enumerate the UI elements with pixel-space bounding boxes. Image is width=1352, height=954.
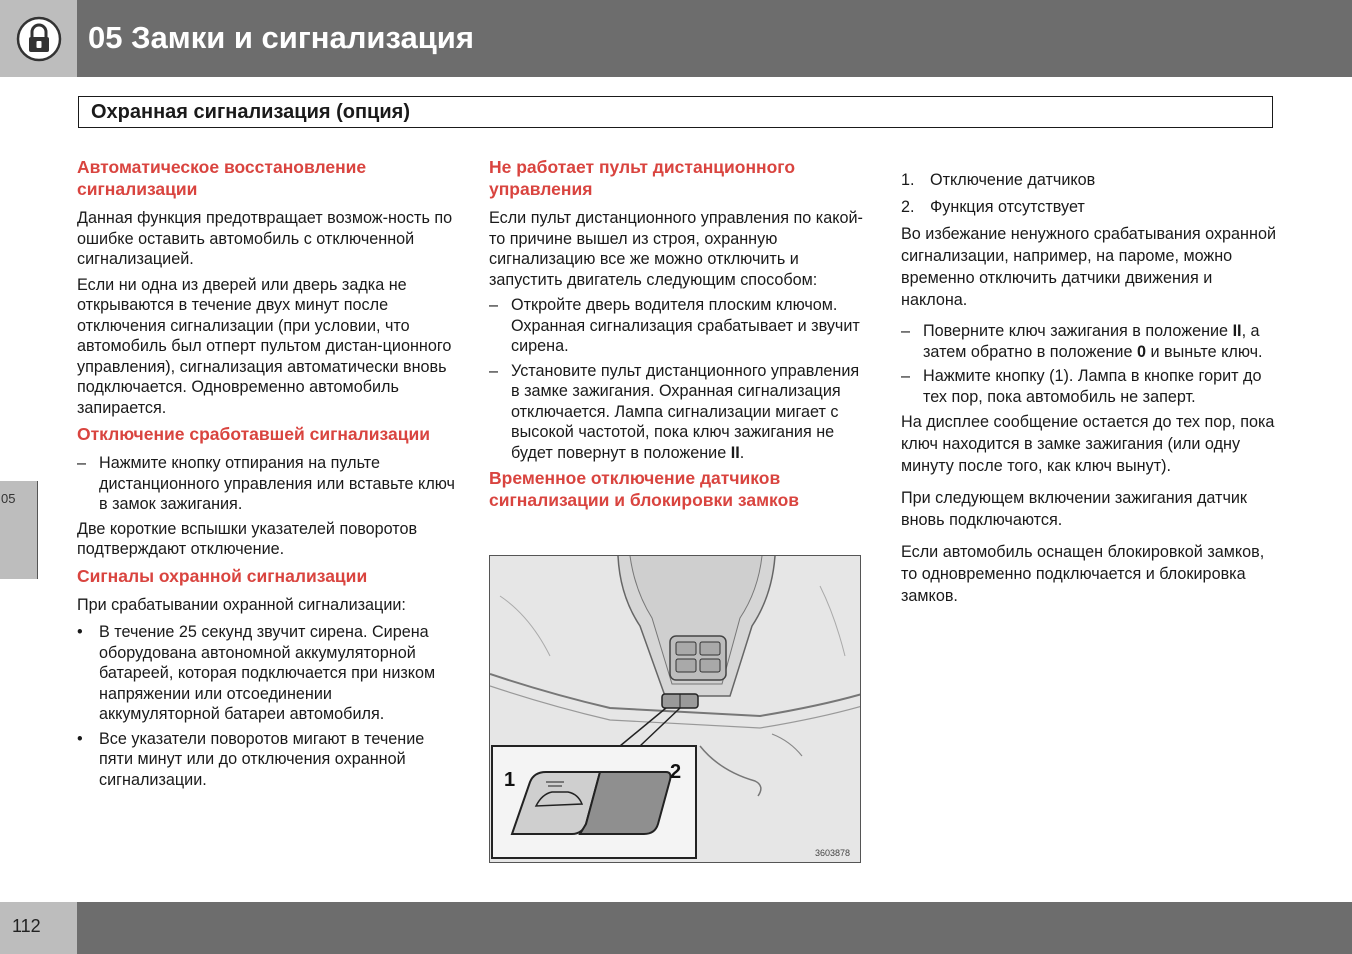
side-tab-label: 05: [1, 491, 16, 506]
chapter-title: 05 Замки и сигнализация: [88, 20, 474, 55]
paragraph: Две короткие вспышки указателей поворотов подтверждают отключение.: [77, 519, 418, 558]
figure-label-1: 1: [504, 769, 516, 791]
ceiling-console-drawing: [490, 556, 861, 863]
paragraph: Во избежание ненужного срабатывания охранной сигнализации, например, на пароме, можно временно отключить датчики движения и наклона.: [901, 225, 1276, 309]
paragraph: На дисплее сообщение остается до тех пор, пока ключ находится в замке зажигания (или одну минуту после того, как ключ вынут).: [901, 413, 1275, 475]
heading-remote-failure: Не работает пульт дистанционного управления: [489, 157, 796, 199]
dash-list-item: – Поверните ключ зажигания в положение II, а затем обратно в положение 0 и выньте ключ.: [901, 322, 1263, 361]
section-title: Охранная сигнализация (опция): [91, 101, 410, 123]
heading-auto-rearm: Автоматическое восстановление сигнализации: [77, 157, 367, 199]
dash-marker: –: [901, 322, 911, 340]
chapter-side-tab: [0, 481, 38, 579]
numbered-list-item: 2. Функция отсутствует: [901, 197, 1085, 216]
dash-list-item: – Нажмите кнопку (1). Лампа в кнопке горит до тех пор, пока автомобиль не заперт.: [901, 367, 1262, 406]
dash-list-item: – Установите пульт дистанционного управления в замке зажигания. Охранная сигнализация отключается. Лампа сигнализации мигает с высокой частотой, пока ключ зажигания не будет повернут в положение II.: [489, 361, 860, 462]
paragraph: Данная функция предотвращает возмож-ность по ошибке оставить автомобиль с отключенной сигнализацией.: [77, 209, 453, 268]
dash-marker: –: [77, 454, 87, 472]
dash-list-item: – Откройте дверь водителя плоским ключом. Охранная сигнализация срабатывает и звучит сирена.: [489, 296, 860, 355]
footer-bar: [77, 902, 1352, 954]
dash-marker: –: [901, 367, 911, 385]
paragraph: Если пульт дистанционного управления по какой-то причине вышел из строя, охранную сигнализацию все же можно отключить и запустить двигатель следующим способом:: [489, 209, 863, 289]
heading-disarm-triggered: Отключение сработавшей сигнализации: [77, 424, 431, 444]
dash-marker: –: [489, 296, 499, 314]
bullet-list-item: • В течение 25 секунд звучит сирена. Сирена оборудована автономной аккумуляторной батареей, которая подключается при низком напряжении или отсоединении аккумуляторной батареи автомобиля.: [77, 623, 436, 723]
bullet-list-item: • Все указатели поворотов мигают в течение пяти минут или до отключения охранной сигнализации.: [77, 729, 425, 789]
heading-temporary-disable: Временное отключение датчиков сигнализации и блокировки замков: [489, 468, 800, 510]
figure-code: 3603878: [814, 848, 850, 858]
column-1: [77, 156, 457, 794]
paragraph: При следующем включении зажигания датчик вновь подключаются.: [901, 489, 1248, 529]
dash-marker: –: [489, 361, 499, 380]
numbered-list-item: 1. Отключение датчиков: [901, 171, 1096, 189]
lock-icon: [16, 16, 62, 62]
header-icon-box: [0, 0, 77, 77]
figure-label-2: 2: [670, 761, 682, 783]
bullet-marker: •: [77, 623, 83, 641]
paragraph: При срабатывании охранной сигнализации:: [77, 595, 406, 614]
dash-list-item: – Нажмите кнопку отпирания на пульте дистанционного управления или вставьте ключ в замок зажигания.: [77, 454, 455, 513]
column-3: [901, 170, 1281, 612]
bullet-marker: •: [77, 729, 83, 748]
paragraph: Если ни одна из дверей или дверь задка не открываются в течение двух минут после отключения сигнализации (при условии, что автомобиль был отперт пультом дистан-ционного управления), сигнализация автоматически вновь подключается. Одновременно автомобиль запирается.: [77, 275, 452, 417]
ceiling-console-illustration: [489, 555, 861, 863]
section-header: [78, 96, 1273, 128]
column-2: [489, 156, 869, 511]
page-number: 112: [12, 916, 41, 936]
heading-alarm-signals: Сигналы охранной сигнализации: [77, 565, 368, 586]
paragraph: Если автомобиль оснащен блокировкой замков, то одновременно подключается и блокировка замков.: [901, 543, 1265, 605]
footer-page-box: [0, 902, 77, 954]
